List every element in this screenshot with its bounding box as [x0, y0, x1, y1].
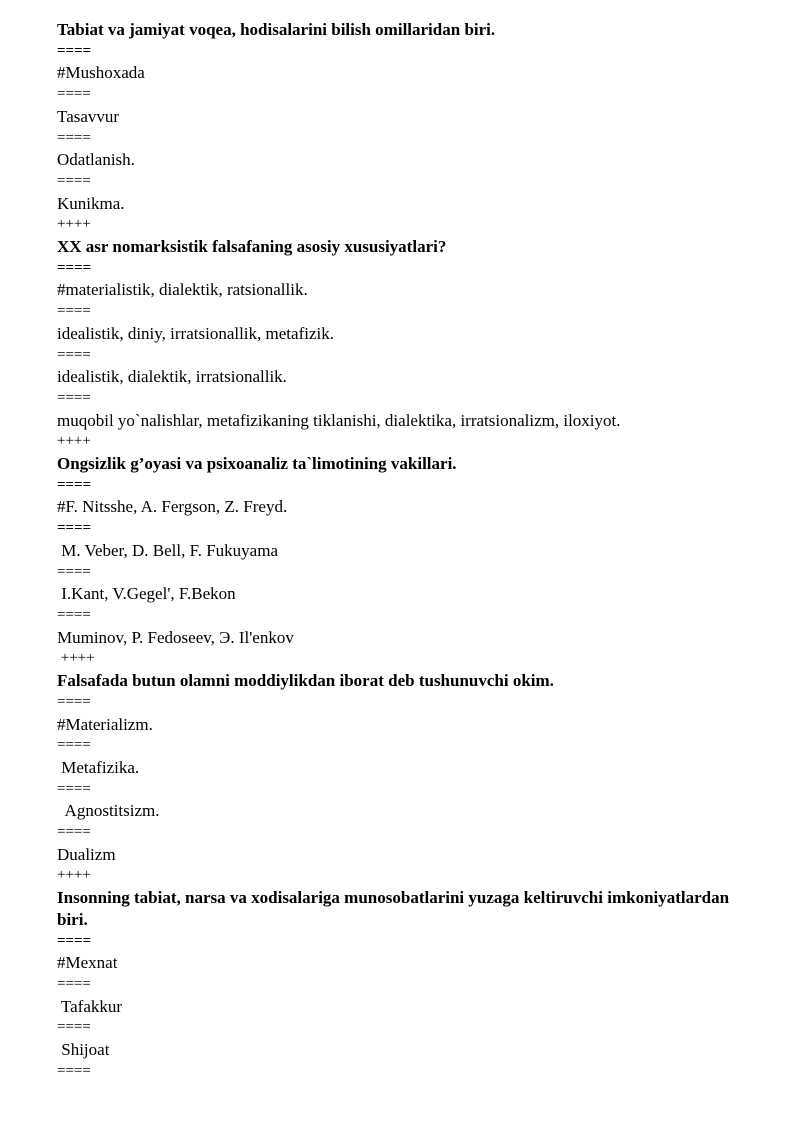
answer-option: M. Veber, D. Bell, F. Fukuyama	[57, 540, 278, 560]
answer-option: Odatlanish.	[57, 150, 135, 170]
answer-option: Tafakkur	[57, 996, 123, 1016]
separator-line: ====	[57, 42, 92, 59]
separator-line: ====	[57, 389, 91, 406]
question-text: XX asr nomarksistik falsafaning asosiy xususiyatlari?	[57, 237, 447, 257]
separator-line: ====	[57, 520, 92, 537]
answer-option: Dualizm	[57, 844, 116, 864]
separator-line: ====	[57, 129, 91, 146]
answer-option: muqobil yo`nalishlar, metafizikaning tiklanishi, dialektika, irratsionalizm, iloxiyot.	[57, 410, 621, 430]
separator-line: ++++	[57, 433, 91, 450]
answer-option: idealistik, diniy, irratsionallik, metafizik.	[57, 323, 334, 343]
separator-line: ====	[57, 606, 91, 623]
answer-option: Tasavvur	[57, 106, 120, 126]
separator-line: ====	[57, 563, 91, 580]
question-block	[57, 236, 757, 453]
answer-option: Metafizika.	[57, 757, 140, 777]
separator-line: ====	[57, 824, 91, 841]
question-block	[57, 887, 757, 1082]
question-block	[57, 670, 757, 887]
separator-line: ++++	[57, 650, 95, 667]
answer-option: Kunikma.	[57, 193, 125, 213]
separator-line: ====	[57, 476, 92, 493]
question-text: Ongsizlik g’oyasi va psixoanaliz ta`limotining vakillari.	[57, 454, 457, 474]
question-text: Insonning tabiat, narsa va xodisalariga munosobatlarini yuzaga keltiruvchi imkoniyatlardan biri.	[57, 888, 730, 929]
answer-option: I.Kant, V.Gegel', F.Bekon	[57, 584, 236, 604]
separator-line: ====	[57, 1019, 91, 1036]
separator-line: ====	[57, 1062, 91, 1079]
separator-line: ====	[57, 975, 91, 992]
separator-line: ====	[57, 737, 91, 754]
separator-line: ====	[57, 780, 91, 797]
separator-line: ====	[57, 303, 91, 320]
answer-option: idealistik, dialektik, irratsionallik.	[57, 367, 287, 387]
question-block	[57, 453, 757, 670]
question-block	[57, 19, 757, 236]
separator-line: ====	[57, 693, 91, 710]
separator-line: ====	[57, 86, 91, 103]
answer-option: Muminov, P. Fedoseev, Э. Il'enkov	[57, 627, 294, 647]
separator-line: ====	[57, 259, 92, 276]
answer-option: #Mexnat	[57, 953, 118, 973]
answer-option: #Mushoxada	[57, 63, 145, 83]
question-text: Tabiat va jamiyat voqea, hodisalarini bilish omillaridan biri.	[57, 20, 496, 39]
separator-line: ++++	[57, 867, 91, 884]
answer-option: #F. Nitsshe, A. Fergson, Z. Freyd.	[57, 497, 288, 517]
answer-option: Agnostitsizm.	[57, 801, 160, 821]
question-text: Falsafada butun olamni moddiylikdan iborat deb tushunuvchi okim.	[57, 671, 554, 691]
separator-line: ====	[57, 346, 91, 363]
answer-option: #materialistik, dialektik, ratsionallik.	[57, 280, 308, 300]
answer-option: Shijoat	[57, 1040, 110, 1060]
separator-line: ++++	[57, 216, 91, 233]
separator-line: ====	[57, 932, 92, 949]
answer-option: #Materializm.	[57, 714, 153, 734]
separator-line: ====	[57, 172, 91, 189]
document-page	[57, 19, 757, 1082]
